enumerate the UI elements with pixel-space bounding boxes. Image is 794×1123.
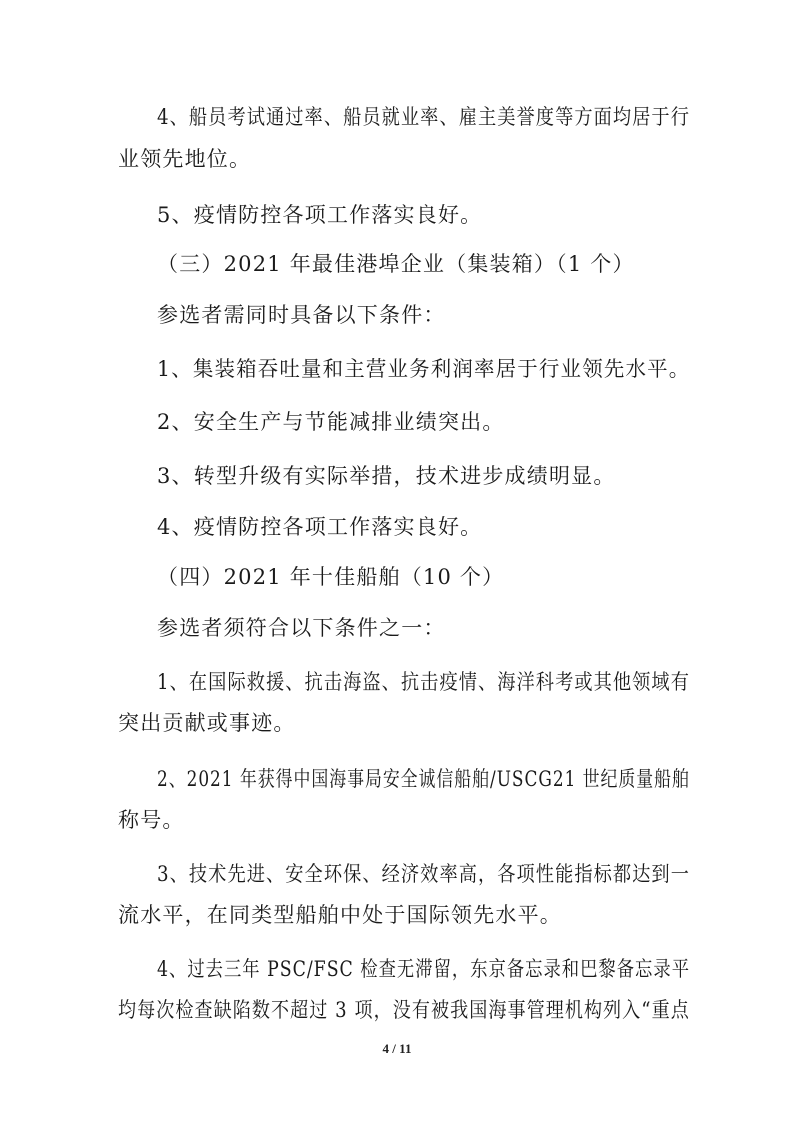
page-number: 4 / 11 <box>382 1041 412 1056</box>
section-heading: （四）2021 年十佳船舶（10 个） <box>157 565 505 589</box>
paragraph-line: 均每次检查缺陷数不超过 3 项，没有被我国海事管理机构列入“重点 <box>118 998 690 1022</box>
paragraph-line: 4、船员考试通过率、船员就业率、雇主美誉度等方面均居于行 <box>157 105 690 129</box>
paragraph-line: 业领先地位。 <box>118 147 252 171</box>
section-heading: （三）2021 年最佳港埠企业（集装箱）（1 个） <box>157 252 635 276</box>
paragraph-line: 1、在国际救援、抗击海盗、抗击疫情、海洋科考或其他领域有 <box>157 670 690 694</box>
paragraph-line: 3、技术先进、安全环保、经济效率高，各项性能指标都达到一 <box>157 862 690 886</box>
paragraph-line: 1、集装箱吞吐量和主营业务利润率居于行业领先水平。 <box>157 357 691 381</box>
paragraph-line: 5、疫情防控各项工作落实良好。 <box>157 203 483 227</box>
paragraph-line: 4、疫情防控各项工作落实良好。 <box>157 515 483 539</box>
paragraph-line: 参选者须符合以下条件之一： <box>157 616 446 640</box>
paragraph-line: 4、过去三年 PSC/FSC 检查无滞留，东京备忘录和巴黎备忘录平 <box>157 957 691 981</box>
paragraph-line: 参选者需同时具备以下条件： <box>157 303 446 327</box>
paragraph-line: 3、转型升级有实际举措，技术进步成绩明显。 <box>157 464 616 488</box>
paragraph-line: 2、2021 年获得中国海事局安全诚信船舶/USCG21 世纪质量船舶 <box>157 767 690 791</box>
paragraph-line: 流水平，在同类型船舶中处于国际领先水平。 <box>118 903 562 927</box>
paragraph-line: 突出贡献或事迹。 <box>118 711 296 735</box>
paragraph-line: 称号。 <box>118 808 185 832</box>
paragraph-line: 2、安全生产与节能减排业绩突出。 <box>157 410 505 434</box>
